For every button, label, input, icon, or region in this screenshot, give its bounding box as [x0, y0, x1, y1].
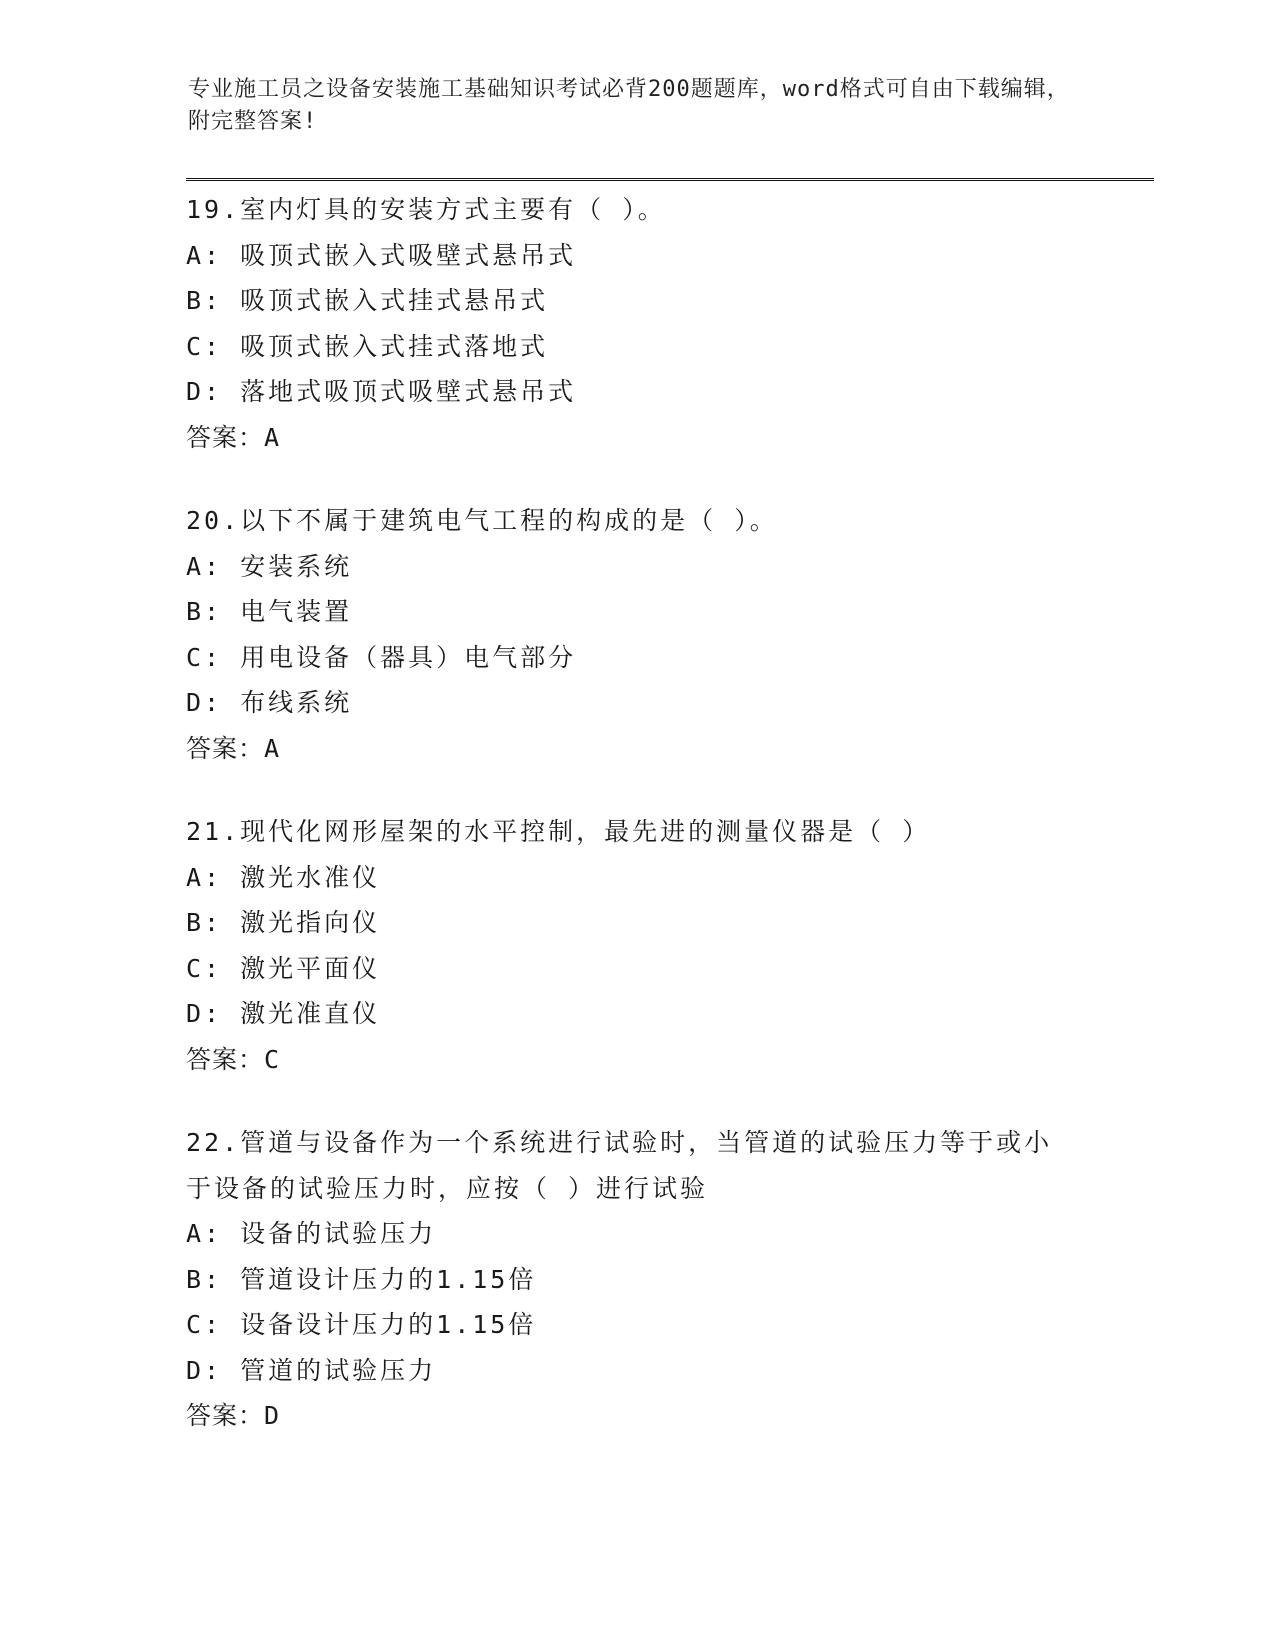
option-c: C: 吸顶式嵌入式挂式落地式	[186, 331, 549, 361]
header-double-rule	[186, 178, 1154, 181]
question-20	[186, 498, 1086, 771]
option-c: C: 用电设备（器具）电气部分	[186, 642, 577, 672]
answer-label: 答案：	[186, 1044, 265, 1074]
option-b: B: 电气装置	[186, 597, 353, 626]
option-a: A: 安装系统	[186, 551, 353, 581]
question-stem: 19.室内灯具的安装方式主要有（ ）。	[186, 195, 666, 224]
answer-value: C	[264, 1044, 281, 1074]
question-22	[186, 1120, 1086, 1439]
question-stem: 21.现代化网形屋架的水平控制，最先进的测量仪器是（ ）	[186, 817, 931, 846]
document-header: 专业施工员之设备安装施工基础知识考试必背200题题库，word格式可自由下载编辑，附完整答案!	[188, 77, 1070, 134]
option-b: B: 吸顶式嵌入式挂式悬吊式	[186, 286, 549, 315]
answer-label: 答案：	[186, 1401, 265, 1430]
answer-line	[186, 726, 1086, 772]
option-d: D: 管道的试验压力	[186, 1355, 437, 1385]
option-a: A: 激光水准仪	[186, 862, 381, 892]
question-list	[186, 187, 1086, 1477]
answer-label: 答案：	[186, 422, 265, 452]
option-d: D: 布线系统	[186, 688, 353, 717]
answer-line	[186, 415, 1086, 461]
question-21	[186, 809, 1086, 1082]
option-c: C: 激光平面仪	[186, 953, 381, 983]
option-d: D: 激光准直仪	[186, 999, 381, 1028]
answer-value: A	[264, 422, 281, 452]
question-stem: 22.管道与设备作为一个系统进行试验时，当管道的试验压力等于或小于设备的试验压力时，应按（ ）进行试验	[186, 1128, 1053, 1203]
option-b: B: 激光指向仪	[186, 908, 381, 937]
answer-value: D	[264, 1401, 281, 1430]
question-stem: 20.以下不属于建筑电气工程的构成的是（ ）。	[186, 506, 778, 535]
answer-value: A	[264, 733, 281, 763]
option-a: A: 设备的试验压力	[186, 1219, 437, 1248]
option-c: C: 设备设计压力的1.15倍	[186, 1310, 537, 1339]
answer-label: 答案：	[186, 733, 265, 763]
answer-line	[186, 1393, 1086, 1439]
option-b: B: 管道设计压力的1.15倍	[186, 1264, 537, 1294]
option-a: A: 吸顶式嵌入式吸壁式悬吊式	[186, 240, 577, 270]
option-d: D: 落地式吸顶式吸壁式悬吊式	[186, 377, 577, 406]
answer-line	[186, 1037, 1086, 1083]
question-19	[186, 187, 1086, 460]
